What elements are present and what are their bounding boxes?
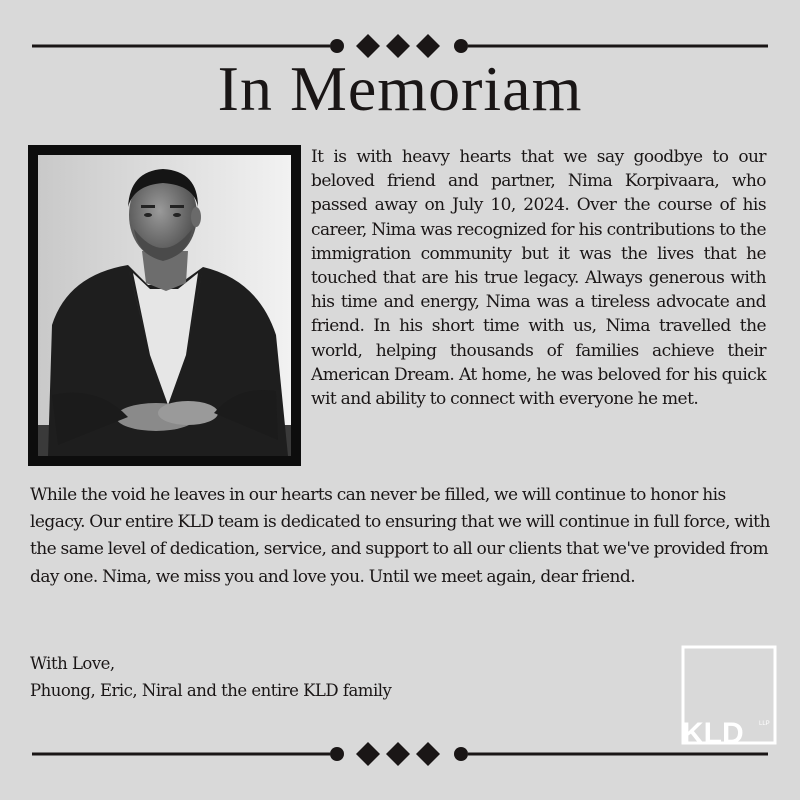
logo-text: KLD: [682, 717, 744, 745]
portrait-frame: [28, 145, 301, 466]
continued-paragraph: While the void he leaves in our hearts can never be filled, we will continue to honor his legacy. Our entire KLD team is dedicated to ensuring that we will continue in full force, with the same level of dedication, service, and support to all our clients that we've provided from day one. Nima, we miss you and love you. Until we meet again, dear friend.: [30, 485, 770, 587]
bottom-divider-ornament-icon: [0, 742, 800, 766]
signatories-line: Phuong, Eric, Niral and the entire KLD family: [30, 681, 392, 700]
signoff: [30, 650, 391, 704]
kld-logo: [681, 645, 777, 745]
portrait-photo: [38, 155, 291, 456]
intro-paragraph: It is with heavy hearts that we say goodbye to our beloved friend and partner, Nima Korpivaara, who passed away on July 10, 2024. Over the course of his career, Nima was recognized for his contributions to the immigration community but it was the lives that he touched that are his true legacy. Always generous with his time and energy, Nima was a tireless advocate and friend. In his short time with us, Nima travelled the world, helping thousands of families achieve their American Dream. At home, he was beloved for his quick wit and ability to connect with everyone he met.: [311, 147, 766, 410]
closing-line: With Love,: [30, 654, 115, 673]
logo-suffix: LLP: [759, 721, 770, 727]
page-title: In Memoriam: [217, 53, 583, 124]
